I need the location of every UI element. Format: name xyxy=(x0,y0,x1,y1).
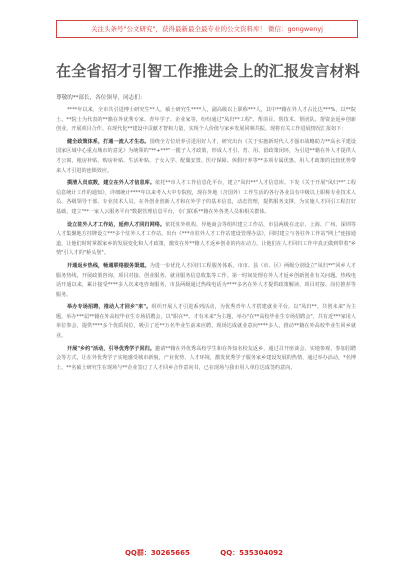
header-banner: 关注头条号"公文研究"，获得最新最全最专业的公文资料库！ 微信：gongwenyj xyxy=(56,20,358,38)
paragraph-policy: 健全政策体系，打通一流人才生态。围绕全方位培养引进用好人才，研究出台《关于实施新时代人才强市战略助力**高水平建设国家区域中心重点城市的意见》为统领的"**+***"一揽子人才政策，形成人才引、育、用、留政策闭环，为引进**籍在外人才提供人才公寓、租房补贴、购房补贴、生活补贴、子女入学、配偶安置、医疗保障、休假疗养等**多项专属优惠。用人才政策的比较优势带来人才引进的连锁效应。 xyxy=(56,138,356,174)
qq-number: QQ：535304092 xyxy=(220,549,284,557)
paragraph-recruitment: 举办专场招聘，推动人才回乡"来"。组织开展人才引进系列活动，为优秀青年人才搭建就业平台。以"凤归**、共创未来"为主题，举办***届**籍在外高校毕业生专场招聘会，以"职在**、才有未来"为主题，举办"在**高校毕业生专场招聘会"，共有近***家用人单位参会，提供****多个优质岗位，吸引了近**万名毕业生前来应聘，现场达成就业意向****多人，推动**籍在外高校毕业生回乡就业。 xyxy=(56,304,356,340)
paragraph-workstation: 设立驻外人才工作站，延伸人才回归网络。依托驻外机构、异地商会等组织建立工作站，市县两级在北京、上海、广州、深圳等人才集聚地方挂牌设立***多个驻外人才工作站，出台《***市驻外人才工作站建设管理办法》，同时建立与各驻外工作站"网上"连接通道，让他们时时掌握家乡的发展变化和人才政策，激发在外**籍人才返乡创业的内在动力，让他们在人才回归工作中真正做到带着"乡情"引人才的"桥头堡"。 xyxy=(56,221,356,257)
document-body xyxy=(56,106,356,373)
paragraph-intro: ****年以来，全市共引进博士研究生**人，硕士研究生****人，副高级以上职称***人，其中**籍在外人才占比达***%，以**院士、**院士为代表的**籍在外优秀专家、青年学子、企业家等，纷纷通过"凤归**工程"、帮项目、帮技术、帮团队、帮资金返乡创新创业，开展项目合作。在现代化**建设中贡献才智和力量，实现个人价值与家乡发展同频共振。现将有关工作进展情况汇报如下： xyxy=(56,107,356,133)
footer-contact xyxy=(0,548,408,564)
greeting: 尊敬的**部长，各位领导，同志们： xyxy=(56,95,146,101)
paragraph-hotline: 开通返乡热线，畅通联络服务渠道。为进一步优化人才回归工程服务体系，市市、县（市、区）两级分别设立"凤归**"回乡人才服务热线，开展政策咨询、项目对接、创业服务、就业服务信息收集等工作。第一时间处理在外人才返乡创新创业有关问题。热线电话开通以来，累计接受****多人次来电咨询服务，市县两级通过热线电话为****多名在外人才提供政策解读、项目对接、岗位推荐等服务。 xyxy=(56,262,356,298)
paragraph-database: 摸清人员底数，建立在外人才信息库。依托**市人才工作信息化平台，建立"凤归**"人才信息库。下发《关于开展"凤归**"工程信息统计工作的通知》，详细统计****年以来考入大中专院校，现在外地（含国外）工作生活的各行各业具有中级以上职称专业技术人员、各级领导干部、专业技术人员、在外创业创新人才和在外学子的基本信息，动态管理，提供服务支撑，为实施人才回引工程打好基础，建立"**一家人云服务平台"数据管理信息平台，专门联系**籍在外各类人员和相关群体。 xyxy=(56,180,356,215)
qq-group-number: QQ群：30265665 xyxy=(124,549,190,557)
document-title: 在全省招才引智工作推进会上的汇报发言材料 xyxy=(56,62,361,80)
paragraph-xiangyue: 开展"乡约"活动，引导优秀学子回归。邀请**籍在外优秀高校学生和在外知名校友返乡，通过召开座谈会、实地参观、参加招聘会等方式，让在外优秀学子实地感受城市新貌，产业优势、人才环境，激发优秀学子服务家乡建设发展的热情，通过举办活动，*名博士、**名硕士研究生在现场与**企业签订了人才回乡合作意向书，已在现场与我市用人单位达成签约意向。 xyxy=(56,345,356,371)
